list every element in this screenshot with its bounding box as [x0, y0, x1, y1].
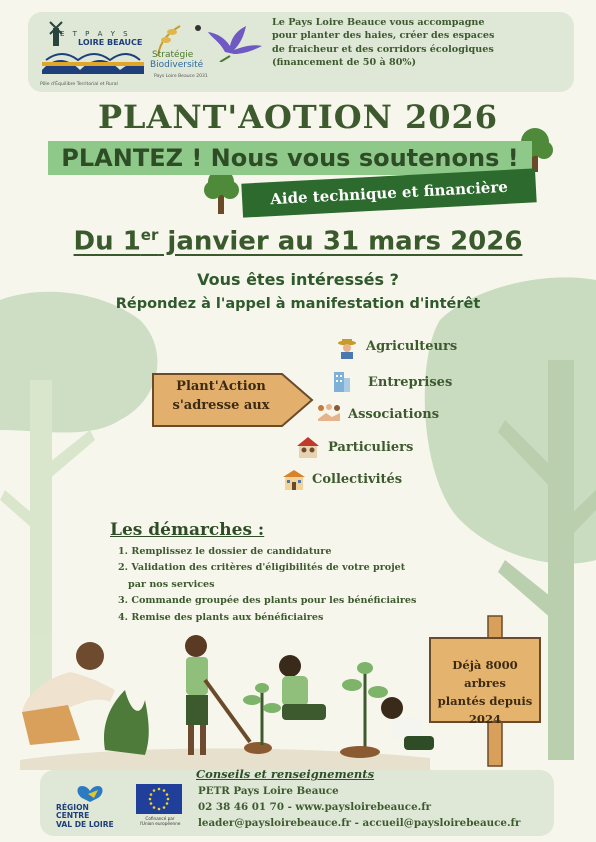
date-range: [0, 226, 596, 257]
eu-caption: [132, 816, 188, 826]
strategy-line3: Pays Loire Beauce 2031: [154, 74, 208, 79]
pays-loire-beauce-logo: [40, 20, 146, 92]
post-line: plantés depuis: [437, 694, 533, 708]
intro-line: de fraicheur et des corridors écologiques: [272, 43, 494, 55]
strategie-biodiversite-logo: [150, 22, 270, 84]
step-item: 3. Commande groupée des plants pour les bénéficiaires: [118, 595, 417, 607]
step-item: 4. Remise des plants aux bénéficiaires: [118, 611, 324, 623]
step-item: 2. Validation des critères d'éligibilités de votre projet: [118, 562, 406, 574]
audience-label: Associations: [348, 407, 440, 422]
footer-email-line[interactable]: leader@paysloirebeauce.fr - accueil@paysloirebeauce.fr: [198, 817, 521, 829]
steps-title: Les démarches :: [110, 520, 265, 540]
family-icon: [296, 436, 320, 458]
date-sup: er: [140, 226, 159, 244]
region-line: CENTRE: [56, 811, 90, 821]
footer-org: PETR Pays Loire Beauce: [198, 785, 339, 797]
audience-label: Entreprises: [368, 375, 453, 390]
arrow-sign: [160, 377, 282, 415]
date-prefix: Du 1: [73, 226, 141, 257]
region-line: RÉGION: [56, 803, 89, 812]
step-item-continued: par nos services: [128, 578, 215, 590]
audience-label: Particuliers: [328, 440, 414, 455]
slogan-text: PLANTEZ ! Nous vous soutenons !: [61, 144, 519, 172]
strategy-line1: Stratégie: [152, 50, 194, 60]
aid-banner-text: Aide technique et financière: [269, 177, 509, 209]
intro-line: Le Pays Loire Beauce vous accompagne: [272, 17, 485, 28]
page-title: PLANT'AOTION 2026: [97, 98, 499, 136]
logo-subtitle: Pôle d'Équilibre Territorial et Rural: [40, 82, 118, 87]
footer-title: Conseils et renseignements: [196, 767, 375, 781]
region-heart-icon: [74, 784, 108, 802]
strategy-line2: Biodiversité: [150, 60, 204, 70]
eu-caption-line: l'Union européenne: [139, 821, 181, 826]
left-tree-illustration: [0, 292, 157, 710]
trees-planted-sign: [434, 656, 536, 728]
logo-top-text: E T P A Y S: [60, 30, 131, 38]
audience-label: Collectivités: [312, 472, 403, 487]
farmer-icon: [336, 337, 358, 359]
sign-line: Plant'Action: [176, 379, 266, 394]
eu-caption-line: Cofinancé par: [145, 816, 175, 821]
intro-line: (financement de 50 à 80%): [272, 56, 417, 68]
question-text: Vous êtes intéressés ?: [197, 270, 399, 289]
date-rest: janvier au 31 mars 2026: [158, 226, 523, 257]
windmill-bridge-icon: [40, 20, 146, 80]
header-intro-text: [272, 16, 572, 69]
step-item: 1. Remplissez le dossier de candidature: [118, 546, 332, 557]
call-text: Répondez à l'appel à manifestation d'intérêt: [115, 296, 481, 312]
steps-list: [118, 544, 478, 626]
building-icon: [330, 370, 352, 392]
handshake-icon: [316, 403, 342, 425]
audience-label: Agriculteurs: [366, 339, 458, 354]
sign-line: s'adresse aux: [172, 398, 270, 413]
region-line: VAL DE LOIRE: [56, 819, 114, 829]
region-centre-logo: [56, 788, 126, 829]
logo-name: LOIRE BEAUCE: [78, 38, 143, 47]
slogan-banner: [48, 141, 532, 175]
footer-contact-line[interactable]: 02 38 46 01 70 - www.paysloirebeauce.fr: [198, 801, 432, 813]
town-hall-icon: [282, 468, 306, 490]
post-line: 2024: [468, 712, 502, 726]
eu-flag-icon: [136, 784, 182, 814]
post-line: Déjà 8000 arbres: [452, 658, 518, 690]
intro-line: pour planter des haies, créer des espaces: [272, 30, 495, 42]
small-tree-left-icon: [204, 169, 239, 214]
gardeners-illustration: [22, 635, 434, 758]
